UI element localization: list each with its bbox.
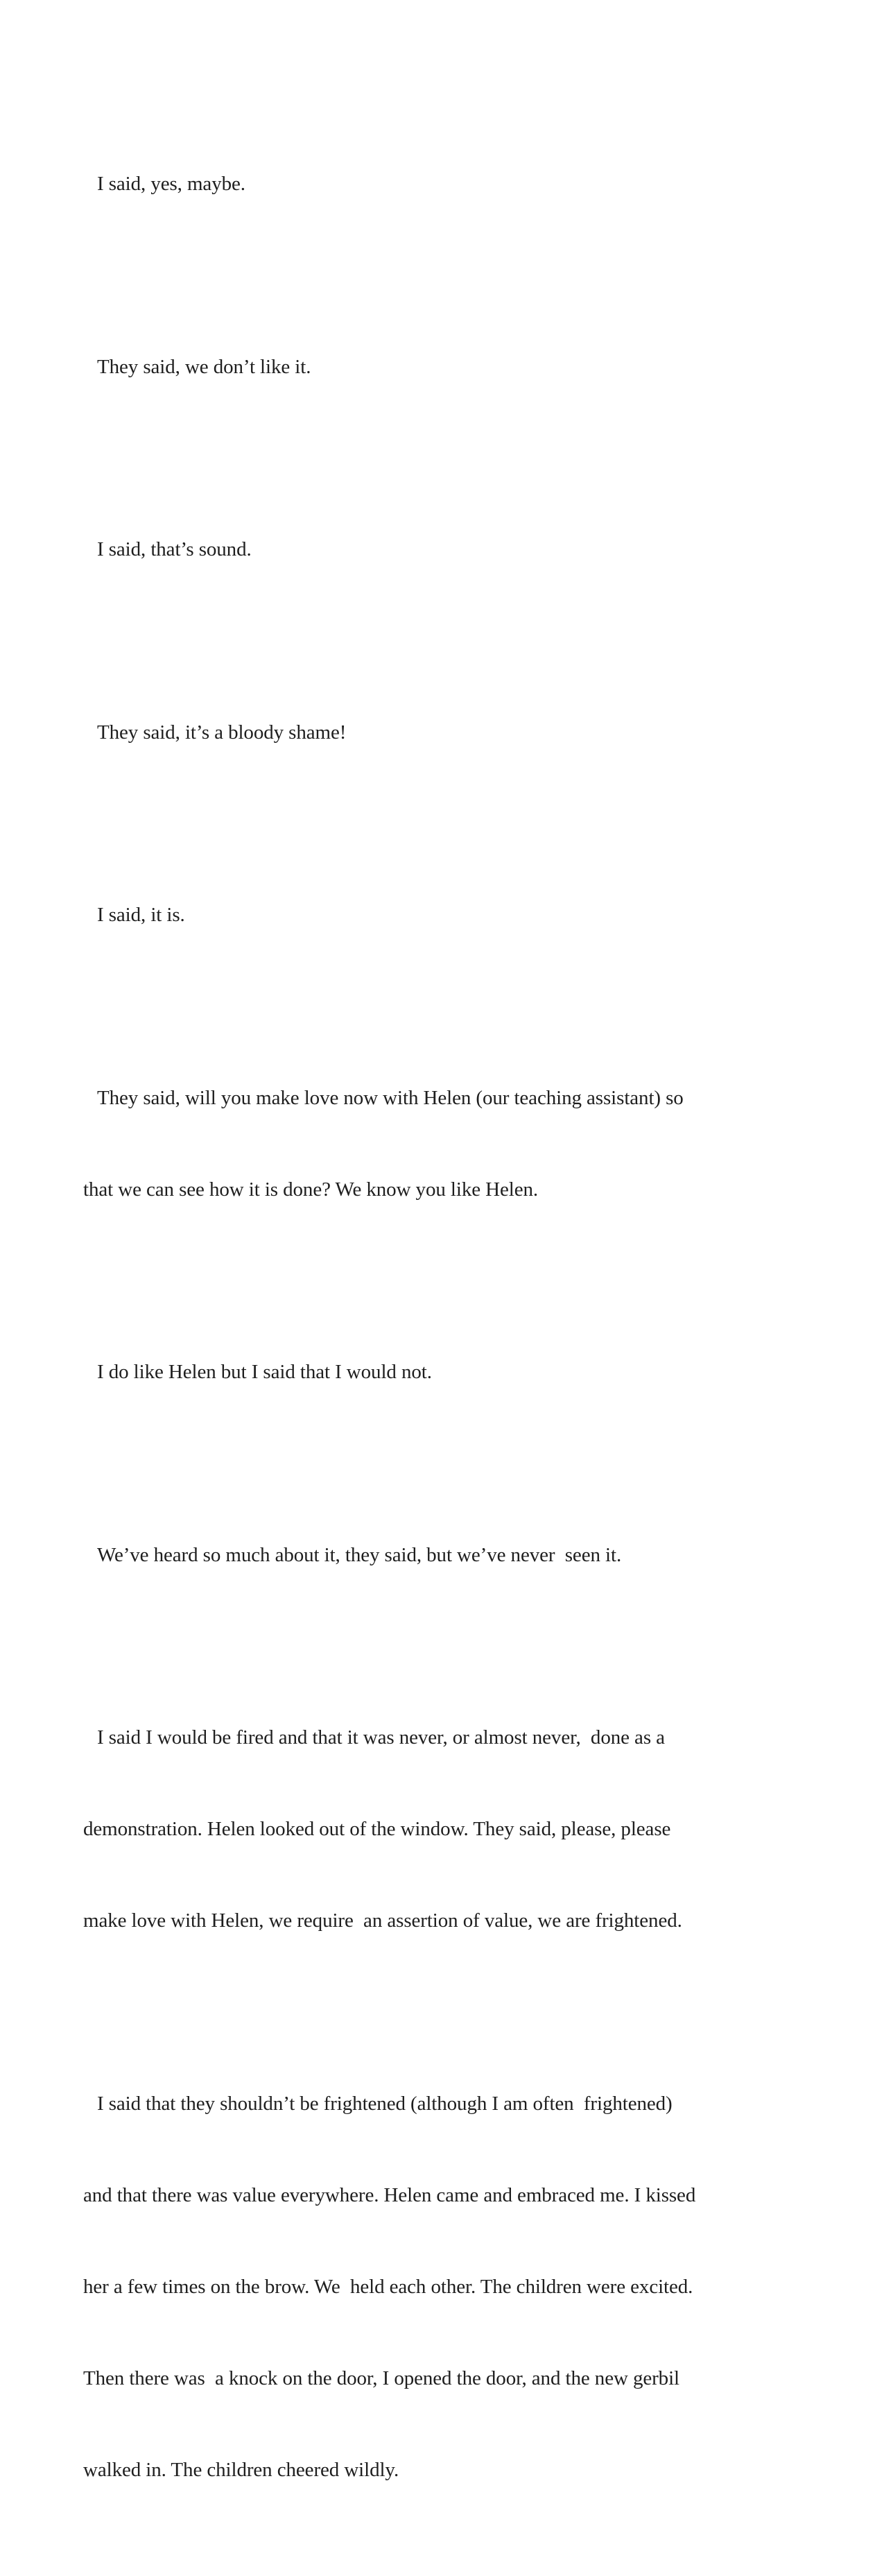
paragraph	[83, 839, 777, 991]
text-line: make love with Helen, we require an assertion of value, we are frightened.	[83, 1909, 682, 1932]
text-line: We’ve heard so much about it, they said, but we’ve never seen it.	[97, 1543, 622, 1566]
text-line: walked in. The children cheered wildly.	[83, 2458, 399, 2481]
text-line: I said I would be fired and that it was never, or almost never, done as a	[97, 1726, 665, 1749]
paragraph	[83, 291, 777, 443]
paragraph	[83, 656, 777, 809]
text-line: They said, we don’t like it.	[97, 355, 311, 378]
paragraph	[83, 108, 777, 260]
text-line: I said, it is.	[97, 904, 185, 926]
text-line: that we can see how it is done? We know you like Helen.	[83, 1178, 539, 1201]
paragraph	[83, 1661, 777, 1997]
paragraph	[83, 2027, 777, 2546]
text-line: I said, yes, maybe.	[97, 173, 245, 195]
paragraph	[83, 1022, 777, 1266]
text-line: They said, will you make love now with Helen (our teaching assistant) so	[97, 1086, 684, 1109]
paragraph	[83, 1479, 777, 1631]
text-line: I do like Helen but I said that I would not.	[97, 1361, 432, 1383]
text-line: I said, that’s sound.	[97, 538, 252, 560]
paragraph	[83, 1296, 777, 1448]
text-line: her a few times on the brow. We held each other. The children were excited.	[83, 2275, 693, 2298]
text-line: They said, it’s a bloody shame!	[97, 721, 347, 744]
document-page	[83, 108, 777, 2576]
text-line: demonstration. Helen looked out of the window. They said, please, please	[83, 1818, 671, 1840]
text-line: Then there was a knock on the door, I opened the door, and the new gerbil	[83, 2367, 679, 2389]
paragraph	[83, 473, 777, 626]
text-line: and that there was value everywhere. Helen came and embraced me. I kissed	[83, 2183, 696, 2206]
text-line: I said that they shouldn’t be frightened (although I am often frightened)	[97, 2092, 673, 2115]
